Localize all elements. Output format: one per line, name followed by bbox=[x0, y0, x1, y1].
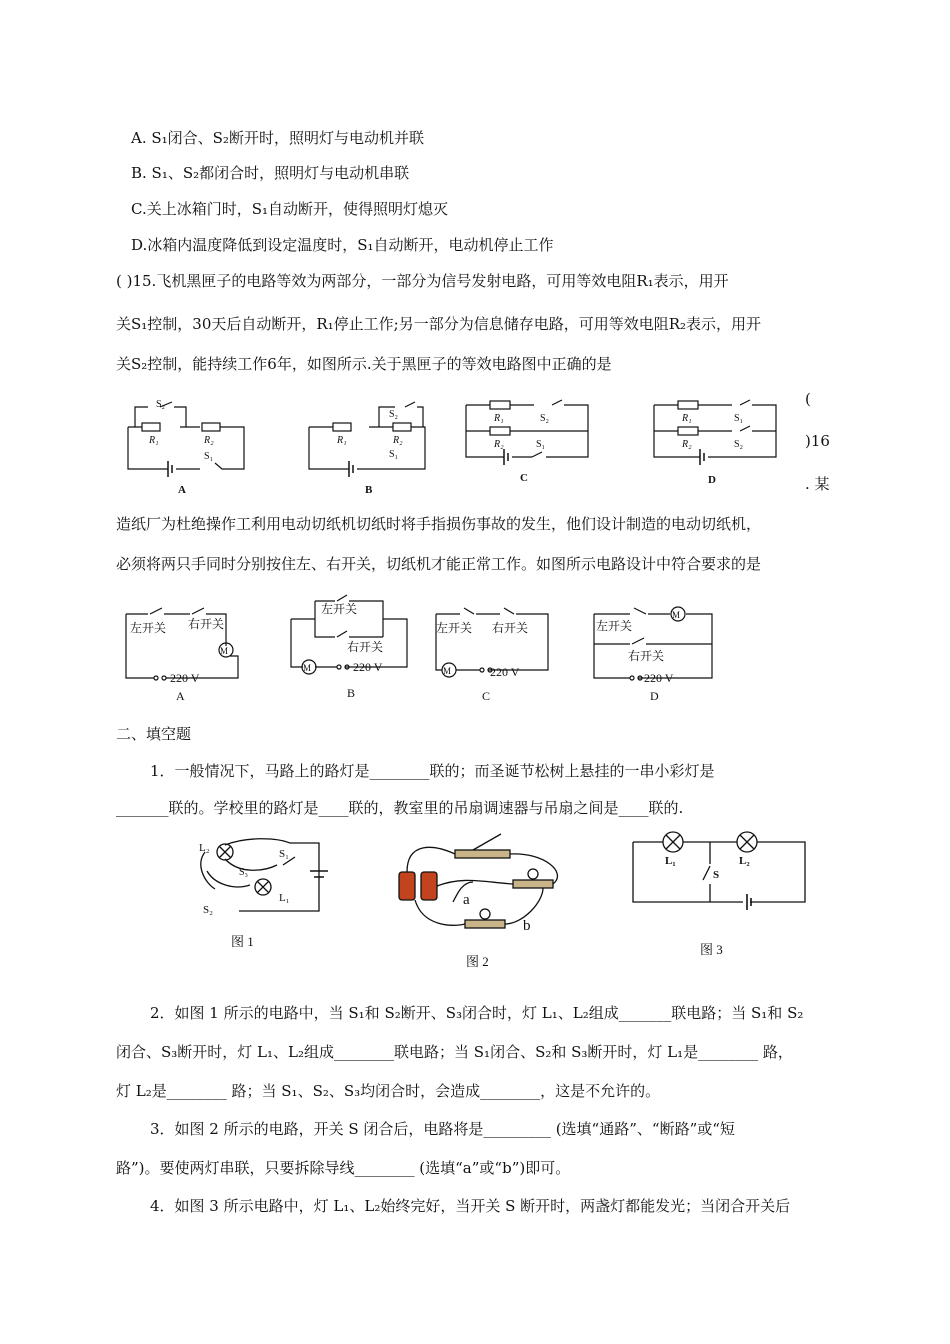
svg-text:B: B bbox=[365, 484, 373, 496]
q4-line-1: 4．如图 3 所示电路中，灯 L₁、L₂始终完好，当开关 S 断开时，两盏灯都能发光；当闭合开关后 bbox=[150, 1197, 791, 1215]
figure-1-caption: 图 1 bbox=[231, 934, 254, 949]
svg-text:L₂: L₂ bbox=[739, 855, 750, 867]
q2-line-2: 闭合、S₃断开时，灯 L₁、L₂组成________联电路；当 S₁闭合、S₂和 S₃断开时，灯 L₁是________ 路， bbox=[116, 1043, 793, 1061]
svg-text:右开关: 右开关 bbox=[347, 640, 384, 654]
svg-text:S₂: S₂ bbox=[156, 399, 166, 410]
svg-text:C: C bbox=[520, 472, 528, 484]
option-a: A. S₁闭合、S₂断开时，照明灯与电动机并联 bbox=[131, 129, 424, 147]
svg-text:S₃: S₃ bbox=[239, 867, 249, 878]
svg-text:S₁: S₁ bbox=[734, 413, 744, 424]
svg-text:M: M bbox=[220, 646, 229, 656]
q16-circuit-a bbox=[120, 600, 250, 705]
svg-text:S₁: S₁ bbox=[536, 439, 546, 450]
q15-circuit-d bbox=[648, 395, 788, 490]
q15-circuit-c bbox=[460, 395, 600, 490]
svg-text:R₂: R₂ bbox=[393, 435, 403, 446]
figure-3 bbox=[625, 828, 810, 908]
svg-text:B: B bbox=[347, 686, 356, 700]
svg-text:S: S bbox=[713, 869, 720, 881]
svg-text:R₂: R₂ bbox=[682, 439, 692, 450]
svg-text:M: M bbox=[672, 610, 681, 620]
svg-text:b: b bbox=[523, 918, 531, 934]
q16-line-2: 必须将两只手同时分别按住左、右开关，切纸机才能正常工作。如图所示电路设计中符合要求的是 bbox=[116, 555, 762, 573]
option-c: C.关上冰箱门时，S₁自动断开，使得照明灯熄灭 bbox=[131, 200, 449, 218]
svg-text:220 V: 220 V bbox=[644, 671, 674, 685]
q15-line-1: ( )15.飞机黑匣子的电路等效为两部分，一部分为信号发射电路，可用等效电阻R₁表示，用开 bbox=[116, 272, 729, 290]
q16-paren-open: ( bbox=[805, 390, 811, 408]
svg-text:S₂: S₂ bbox=[540, 413, 550, 424]
q15-line-3: 关S₂控制，能持续工作6年，如图所示.关于黑匣子的等效电路图中正确的是 bbox=[116, 355, 612, 373]
svg-text:左开关: 左开关 bbox=[321, 602, 358, 616]
svg-text:R₁: R₁ bbox=[149, 435, 159, 446]
q16-start: . 某 bbox=[805, 475, 830, 493]
svg-text:S₁: S₁ bbox=[204, 451, 214, 462]
svg-text:S₂: S₂ bbox=[389, 409, 399, 420]
figure-2-caption: 图 2 bbox=[466, 954, 489, 969]
q16-circuit-b bbox=[285, 595, 415, 700]
q3-line-1: 3．如图 2 所示的电路，开关 S 闭合后，电路将是_________ (选填“通路”、“断路”或“短 bbox=[150, 1120, 735, 1138]
q16-line-1: 造纸厂为杜绝操作工利用电动切纸机切纸时将手指损伤事故的发生，他们设计制造的电动切纸机， bbox=[116, 515, 762, 533]
q1-line-1: 1．一般情况下，马路上的路灯是________联的；而圣诞节松树上悬挂的一串小彩灯是 bbox=[150, 762, 715, 780]
svg-text:R₁: R₁ bbox=[337, 435, 347, 446]
svg-text:M: M bbox=[443, 666, 452, 676]
svg-text:220 V: 220 V bbox=[170, 671, 200, 685]
svg-text:220 V: 220 V bbox=[490, 665, 520, 679]
q15-line-2: 关S₁控制，30天后自动断开，R₁停止工作;另一部分为信息储存电路，可用等效电阻R₂表示，用开 bbox=[116, 315, 762, 333]
svg-text:D: D bbox=[708, 474, 716, 486]
svg-text:D: D bbox=[650, 689, 659, 703]
figure-3-caption: 图 3 bbox=[700, 942, 723, 957]
section-heading: 二、填空题 bbox=[116, 725, 192, 743]
svg-text:C: C bbox=[482, 689, 491, 703]
svg-text:左开关: 左开关 bbox=[436, 621, 473, 635]
svg-text:S₂: S₂ bbox=[203, 904, 213, 916]
svg-text:a: a bbox=[463, 892, 470, 908]
q1-line-2: _______联的。学校里的路灯是____联的，教室里的吊扇调速器与吊扇之间是____联的. bbox=[116, 799, 684, 817]
svg-text:S₁: S₁ bbox=[279, 848, 289, 860]
option-b: B. S₁、S₂都闭合时，照明灯与电动机串联 bbox=[131, 164, 410, 182]
q2-line-1: 2．如图 1 所示的电路中，当 S₁和 S₂断开、S₃闭合时，灯 L₁、L₂组成_______联电路；当 S₁和 S₂ bbox=[150, 1004, 804, 1022]
svg-text:A: A bbox=[176, 689, 185, 703]
q16-circuit-d bbox=[590, 600, 720, 705]
option-d: D.冰箱内温度降低到设定温度时，S₁自动断开，电动机停止工作 bbox=[131, 236, 554, 254]
q16-number: )16 bbox=[805, 432, 830, 450]
figure-2 bbox=[393, 832, 578, 942]
svg-text:S₂: S₂ bbox=[734, 439, 744, 450]
svg-text:R₁: R₁ bbox=[494, 413, 504, 424]
q2-line-3: 灯 L₂是________ 路；当 S₁、S₂、S₃均闭合时，会造成________，这是不允许的。 bbox=[116, 1082, 661, 1100]
svg-text:M: M bbox=[303, 663, 312, 673]
svg-text:R₂: R₂ bbox=[494, 439, 504, 450]
svg-text:A: A bbox=[178, 484, 186, 496]
svg-text:右开关: 右开关 bbox=[492, 621, 529, 635]
svg-text:L₁: L₁ bbox=[279, 892, 290, 904]
svg-text:S₁: S₁ bbox=[389, 449, 399, 460]
svg-text:左开关: 左开关 bbox=[596, 619, 633, 633]
svg-text:左开关: 左开关 bbox=[130, 621, 167, 635]
svg-text:R₂: R₂ bbox=[204, 435, 214, 446]
svg-text:220 V: 220 V bbox=[353, 660, 383, 674]
svg-text:右开关: 右开关 bbox=[188, 617, 225, 631]
q3-line-2: 路”)。要使两灯串联，只要拆除导线________ (选填“a”或“b”)即可。 bbox=[116, 1159, 571, 1177]
svg-text:右开关: 右开关 bbox=[628, 649, 665, 663]
svg-text:L₂: L₂ bbox=[199, 842, 210, 854]
q15-circuit-b bbox=[305, 395, 435, 495]
q15-circuit-a bbox=[120, 395, 260, 495]
svg-text:R₁: R₁ bbox=[682, 413, 692, 424]
figure-1 bbox=[195, 835, 335, 915]
svg-text:L₁: L₁ bbox=[665, 855, 676, 867]
q16-circuit-c bbox=[430, 600, 560, 705]
